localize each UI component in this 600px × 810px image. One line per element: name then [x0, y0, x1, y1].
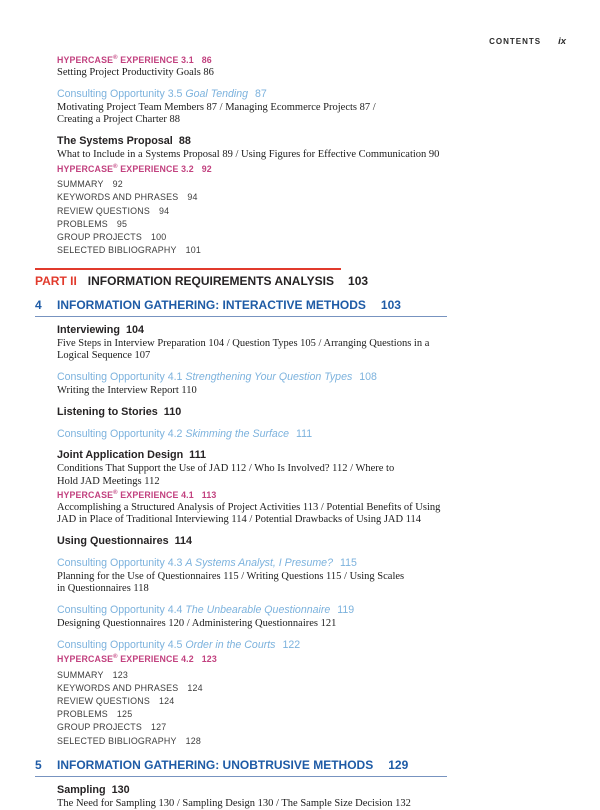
entry-page-number: 86: [201, 55, 212, 65]
end-matter-label: KEYWORDS AND PHRASES: [57, 682, 179, 693]
chapter-heading: [35, 298, 447, 317]
end-matter-label: GROUP PROJECTS: [57, 231, 142, 242]
section-heading-label: Sampling: [57, 783, 106, 796]
entry-page-number: 130: [111, 783, 130, 796]
entry-page-number: 95: [116, 218, 128, 229]
entry-page-number: 87: [255, 87, 267, 100]
registered-mark-icon: ®: [113, 654, 118, 661]
entry-page-number: 103: [348, 273, 369, 288]
toc-subentry-line: Logical Sequence 107: [57, 350, 151, 362]
entry-page-number: 94: [187, 192, 198, 203]
end-matter-label: PROBLEMS: [57, 709, 108, 720]
section-heading-label: The Systems Proposal: [57, 135, 173, 148]
part-label: PART II: [35, 273, 77, 288]
consulting-title-italic: A Systems Analyst, I Presume?: [185, 556, 333, 569]
entry-page-number: 110: [163, 406, 182, 419]
entry-page-number: 125: [116, 709, 133, 720]
toc-subentry-line: Conditions That Support the Use of JAD 112 / Who Is Involved? 112 / Where to: [57, 463, 395, 475]
section-heading: [57, 406, 562, 419]
entry-page-number: 111: [296, 427, 313, 440]
registered-mark-icon: ®: [113, 163, 118, 170]
toc-subentry-line: Accomplishing a Structured Analysis of Project Activities 113 / Potential Benefits of Using: [57, 501, 441, 513]
hypercase-title: EXPERIENCE 3.2: [117, 163, 194, 174]
end-matter-entry: [57, 695, 562, 708]
end-matter-label: GROUP PROJECTS: [57, 722, 142, 733]
consulting-opportunity-entry: [57, 639, 562, 652]
end-matter-entry: [57, 682, 562, 695]
section-heading: [57, 324, 562, 337]
toc-subentry-line: Designing Questionnaires 120 / Administering Questionnaires 121: [57, 618, 337, 630]
consulting-prefix: Consulting Opportunity 4.2: [57, 427, 186, 440]
part-heading: [35, 274, 562, 288]
contents-label: CONTENTS: [489, 37, 542, 46]
section-heading-label: Using Questionnaires: [57, 535, 169, 548]
part-title: INFORMATION REQUIREMENTS ANALYSIS: [87, 273, 335, 288]
end-matter-label: SUMMARY: [57, 179, 104, 190]
entry-page-number: 101: [185, 245, 202, 256]
end-matter-entry: [57, 178, 562, 191]
toc-content: [35, 53, 562, 810]
section-heading-label: Joint Application Design: [57, 449, 184, 462]
part-divider: [35, 268, 562, 288]
registered-mark-icon: ®: [113, 490, 118, 497]
hypercase-title: EXPERIENCE 4.1: [117, 489, 194, 500]
consulting-opportunity-entry: [57, 557, 562, 570]
section-heading: [57, 535, 562, 548]
chapter-title: INFORMATION GATHERING: INTERACTIVE METHODS: [57, 298, 366, 313]
page-number: ix: [558, 36, 566, 47]
end-matter-label: REVIEW QUESTIONS: [57, 205, 150, 216]
entry-page-number: 123: [201, 654, 217, 664]
end-matter-entry: [57, 669, 562, 682]
end-matter-label: SUMMARY: [57, 669, 104, 680]
consulting-title-italic: The Unbearable Questionnaire: [185, 604, 331, 617]
consulting-title-italic: Strengthening Your Question Types: [185, 371, 353, 384]
registered-mark-icon: ®: [113, 55, 118, 62]
hypercase-entry: [57, 489, 562, 502]
hypercase-entry: [57, 653, 562, 666]
end-matter-label: REVIEW QUESTIONS: [57, 695, 150, 706]
entry-page-number: 111: [189, 449, 206, 462]
section-heading-label: Listening to Stories: [57, 406, 158, 419]
entry-page-number: 103: [380, 298, 401, 313]
section-heading: [57, 784, 562, 797]
consulting-opportunity-entry: [57, 428, 562, 441]
part-divider-rule: [35, 268, 341, 270]
end-matter-label: PROBLEMS: [57, 218, 108, 229]
consulting-opportunity-entry: [57, 88, 562, 101]
hypercase-brand: HYPERCASE: [57, 55, 114, 65]
consulting-title-italic: Skimming the Surface: [185, 427, 290, 440]
entry-page-number: 128: [185, 735, 202, 746]
entry-page-number: 88: [178, 135, 191, 148]
section-heading: [57, 449, 562, 462]
consulting-opportunity-entry: [57, 371, 562, 384]
entry-page-number: 114: [174, 535, 193, 548]
toc-subentry-line: Hold JAD Meetings 112: [57, 475, 160, 487]
chapter-title: INFORMATION GATHERING: UNOBTRUSIVE METHODS: [57, 758, 374, 773]
entry-page-number: 124: [187, 682, 203, 693]
hypercase-title: EXPERIENCE 3.1: [117, 55, 194, 65]
consulting-prefix: Consulting Opportunity 4.4: [57, 604, 186, 617]
toc-subentry-line: Writing the Interview Report 110: [57, 385, 197, 397]
entry-page-number: 123: [112, 669, 129, 680]
hypercase-entry: [57, 54, 562, 67]
toc-subentry-line: Motivating Project Team Members 87 / Managing Ecommerce Projects 87 /: [57, 101, 376, 113]
entry-page-number: 100: [151, 231, 167, 242]
end-matter-entry: [57, 244, 562, 257]
toc-subentry-line: Setting Project Productivity Goals 86: [57, 67, 214, 78]
chapter-heading: [35, 758, 447, 777]
end-matter-entry: [57, 191, 562, 204]
entry-page-number: 92: [112, 179, 123, 190]
entry-page-number: 94: [158, 205, 170, 216]
consulting-prefix: Consulting Opportunity 4.3: [57, 556, 186, 569]
consulting-prefix: Consulting Opportunity 4.5: [57, 639, 186, 651]
section-heading: [57, 135, 562, 148]
end-matter-label: SELECTED BIBLIOGRAPHY: [57, 735, 177, 746]
toc-subentry-line: JAD in Place of Traditional Interviewing 114 / Potential Drawbacks of Using JAD 114: [57, 514, 422, 526]
toc-subentry-line: Creating a Project Charter 88: [57, 114, 181, 126]
chapter-number: 4: [35, 298, 42, 313]
end-matter-entry: [57, 721, 562, 734]
hypercase-brand: HYPERCASE: [57, 489, 114, 500]
entry-page-number: 129: [388, 758, 409, 773]
chapter-number: 5: [35, 758, 42, 773]
end-matter-entry: [57, 708, 562, 721]
toc-subentry-line: The Need for Sampling 130 / Sampling Design 130 / The Sample Size Decision 132: [57, 797, 411, 809]
toc-subentry-line: in Questionnaires 118: [57, 583, 149, 595]
entry-page-number: 127: [151, 722, 167, 733]
entry-page-number: 115: [339, 556, 357, 569]
entry-page-number: 122: [282, 639, 301, 651]
hypercase-entry: [57, 163, 562, 176]
consulting-title-italic: Goal Tending: [185, 87, 249, 100]
toc-subentry-line: Five Steps in Interview Preparation 104 / Question Types 105 / Arranging Questions in a: [57, 337, 430, 349]
consulting-title-italic: Order in the Courts: [185, 639, 276, 651]
running-head: [489, 36, 566, 47]
end-matter-entry: [57, 735, 562, 748]
section-heading-label: Interviewing: [57, 323, 120, 336]
hypercase-title: EXPERIENCE 4.2: [117, 654, 194, 664]
entry-page-number: 104: [126, 323, 145, 336]
entry-page-number: 92: [201, 163, 212, 174]
entry-page-number: 119: [337, 604, 355, 617]
end-matter-entry: [57, 218, 562, 231]
entry-page-number: 113: [201, 489, 217, 500]
hypercase-brand: HYPERCASE: [57, 163, 114, 174]
consulting-prefix: Consulting Opportunity 4.1: [57, 371, 186, 384]
end-matter-entry: [57, 205, 562, 218]
hypercase-brand: HYPERCASE: [57, 654, 114, 664]
entry-page-number: 108: [359, 371, 377, 384]
end-matter-label: SELECTED BIBLIOGRAPHY: [57, 245, 177, 256]
toc-subentry-line: What to Include in a Systems Proposal 89 / Using Figures for Effective Communication 90: [57, 149, 440, 161]
toc-subentry-line: Planning for the Use of Questionnaires 115 / Writing Questions 115 / Using Scales: [57, 570, 405, 582]
end-matter-label: KEYWORDS AND PHRASES: [57, 192, 179, 203]
consulting-opportunity-entry: [57, 604, 562, 617]
end-matter-entry: [57, 231, 562, 244]
consulting-prefix: Consulting Opportunity 3.5: [57, 87, 186, 100]
entry-page-number: 124: [158, 695, 175, 706]
